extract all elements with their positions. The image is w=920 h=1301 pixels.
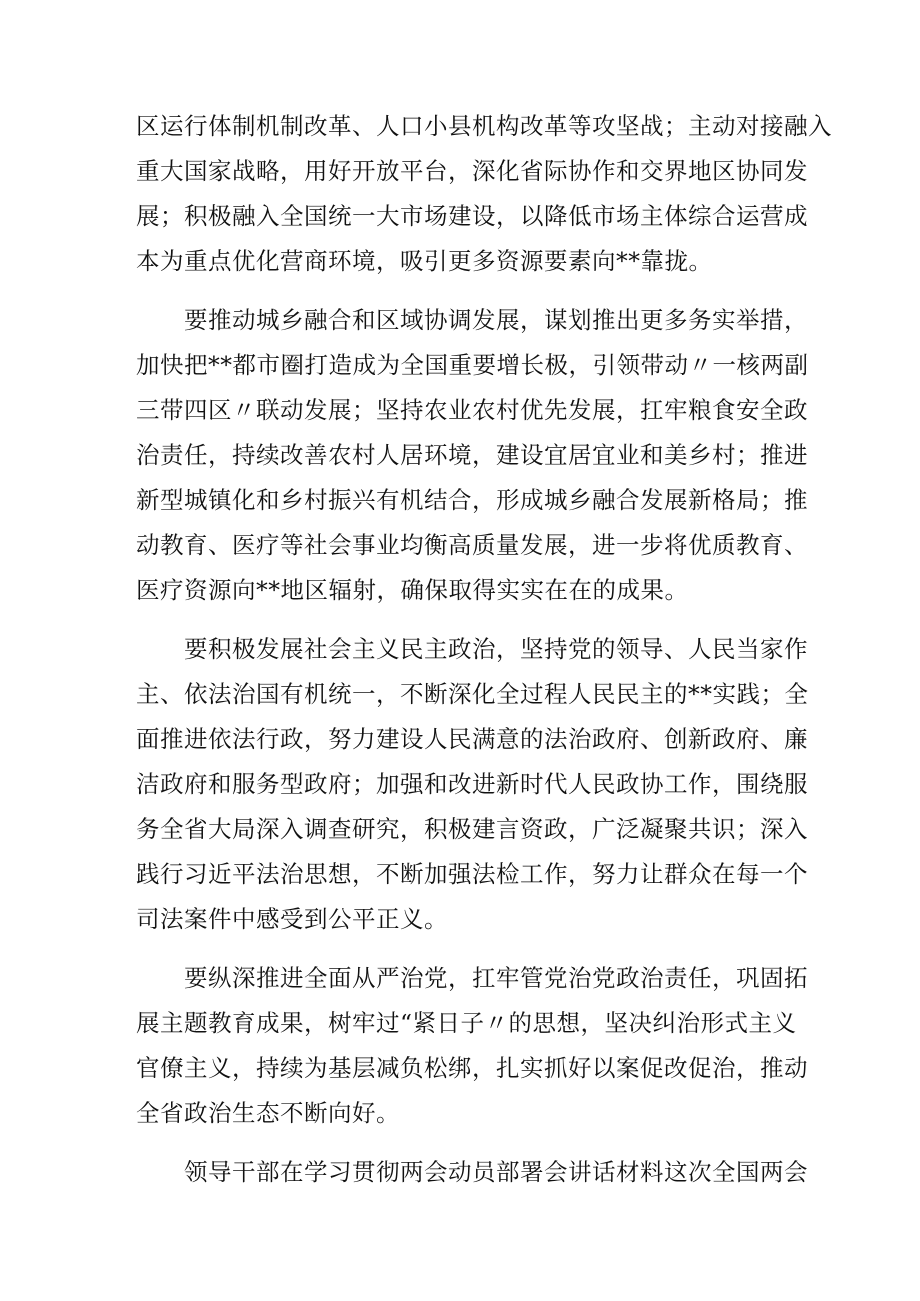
text-line: 医疗资源向**地区辐射，确保取得实实在在的成果。 [136,576,689,604]
paragraph [136,298,809,613]
text-line: 面推进依法行政，努力建设人民满意的法治政府、创新政府、廉 [136,725,808,753]
text-line: 司法案件中感受到公平正义。 [136,905,448,933]
text-line: 全省政治生态不断向好。 [136,1099,400,1127]
text-line: 要纵深推进全面从严治党，扛牢管党治党政治责任，巩固拓 [184,964,808,992]
text-line: 要积极发展社会主义民主政治，坚持党的领导、人民当家作 [184,635,808,663]
text-line: 践行习近平法治思想，不断加强法检工作，努力让群众在每一个 [136,860,808,888]
text-line: 本为重点优化营商环境，吸引更多资源要素向**靠拢。 [136,247,713,275]
paragraph [136,956,808,1136]
text-line: 领导干部在学习贯彻两会动员部署会讲话材料这次全国两会 [184,1158,808,1186]
text-line: 三带四区〃联动发展；坚持农业农村优先发展，扛牢粮食安全政 [136,396,808,424]
text-line: 治责任，持续改善农村人居环境，建设宜居宜业和美乡村；推进 [136,441,808,469]
text-line: 加快把**都市圈打造成为全国重要增长极，引领带动〃一核两副 [136,351,809,379]
text-line: 务全省大局深入调查研究，积极建言资政，广泛凝聚共识；深入 [136,815,808,843]
text-line: 新型城镇化和乡村振兴有机结合，形成城乡融合发展新格局；推 [136,486,808,514]
text-line: 展主题教育成果，树牢过“紧日子〃的思想，坚决纠治形式主义 [136,1009,797,1037]
document-page [136,104,832,1195]
text-line: 区运行体制机制改革、人口小县机构改革等攻坚战；主动对接融入 [136,112,832,140]
text-line: 重大国家战略，用好开放平台，深化省际协作和交界地区协同发 [136,157,808,185]
text-line: 要推动城乡融合和区域协调发展，谋划推出更多务实举措， [184,306,808,334]
text-line: 展；积极融入全国统一大市场建设，以降低市场主体综合运营成 [136,202,808,230]
text-line: 洁政府和服务型政府；加强和改进新时代人民政协工作，围绕服 [136,770,808,798]
paragraph [136,627,809,942]
paragraph [136,1150,808,1195]
text-line: 官僚主义，持续为基层减负松绑，扎实抓好以案促改促治，推动 [136,1054,808,1082]
text-line: 动教育、医疗等社会事业均衡高质量发展，进一步将优质教育、 [136,531,808,559]
text-line: 主、依法治国有机统一，不断深化全过程人民民主的**实践；全 [136,680,809,708]
paragraph [136,104,832,284]
